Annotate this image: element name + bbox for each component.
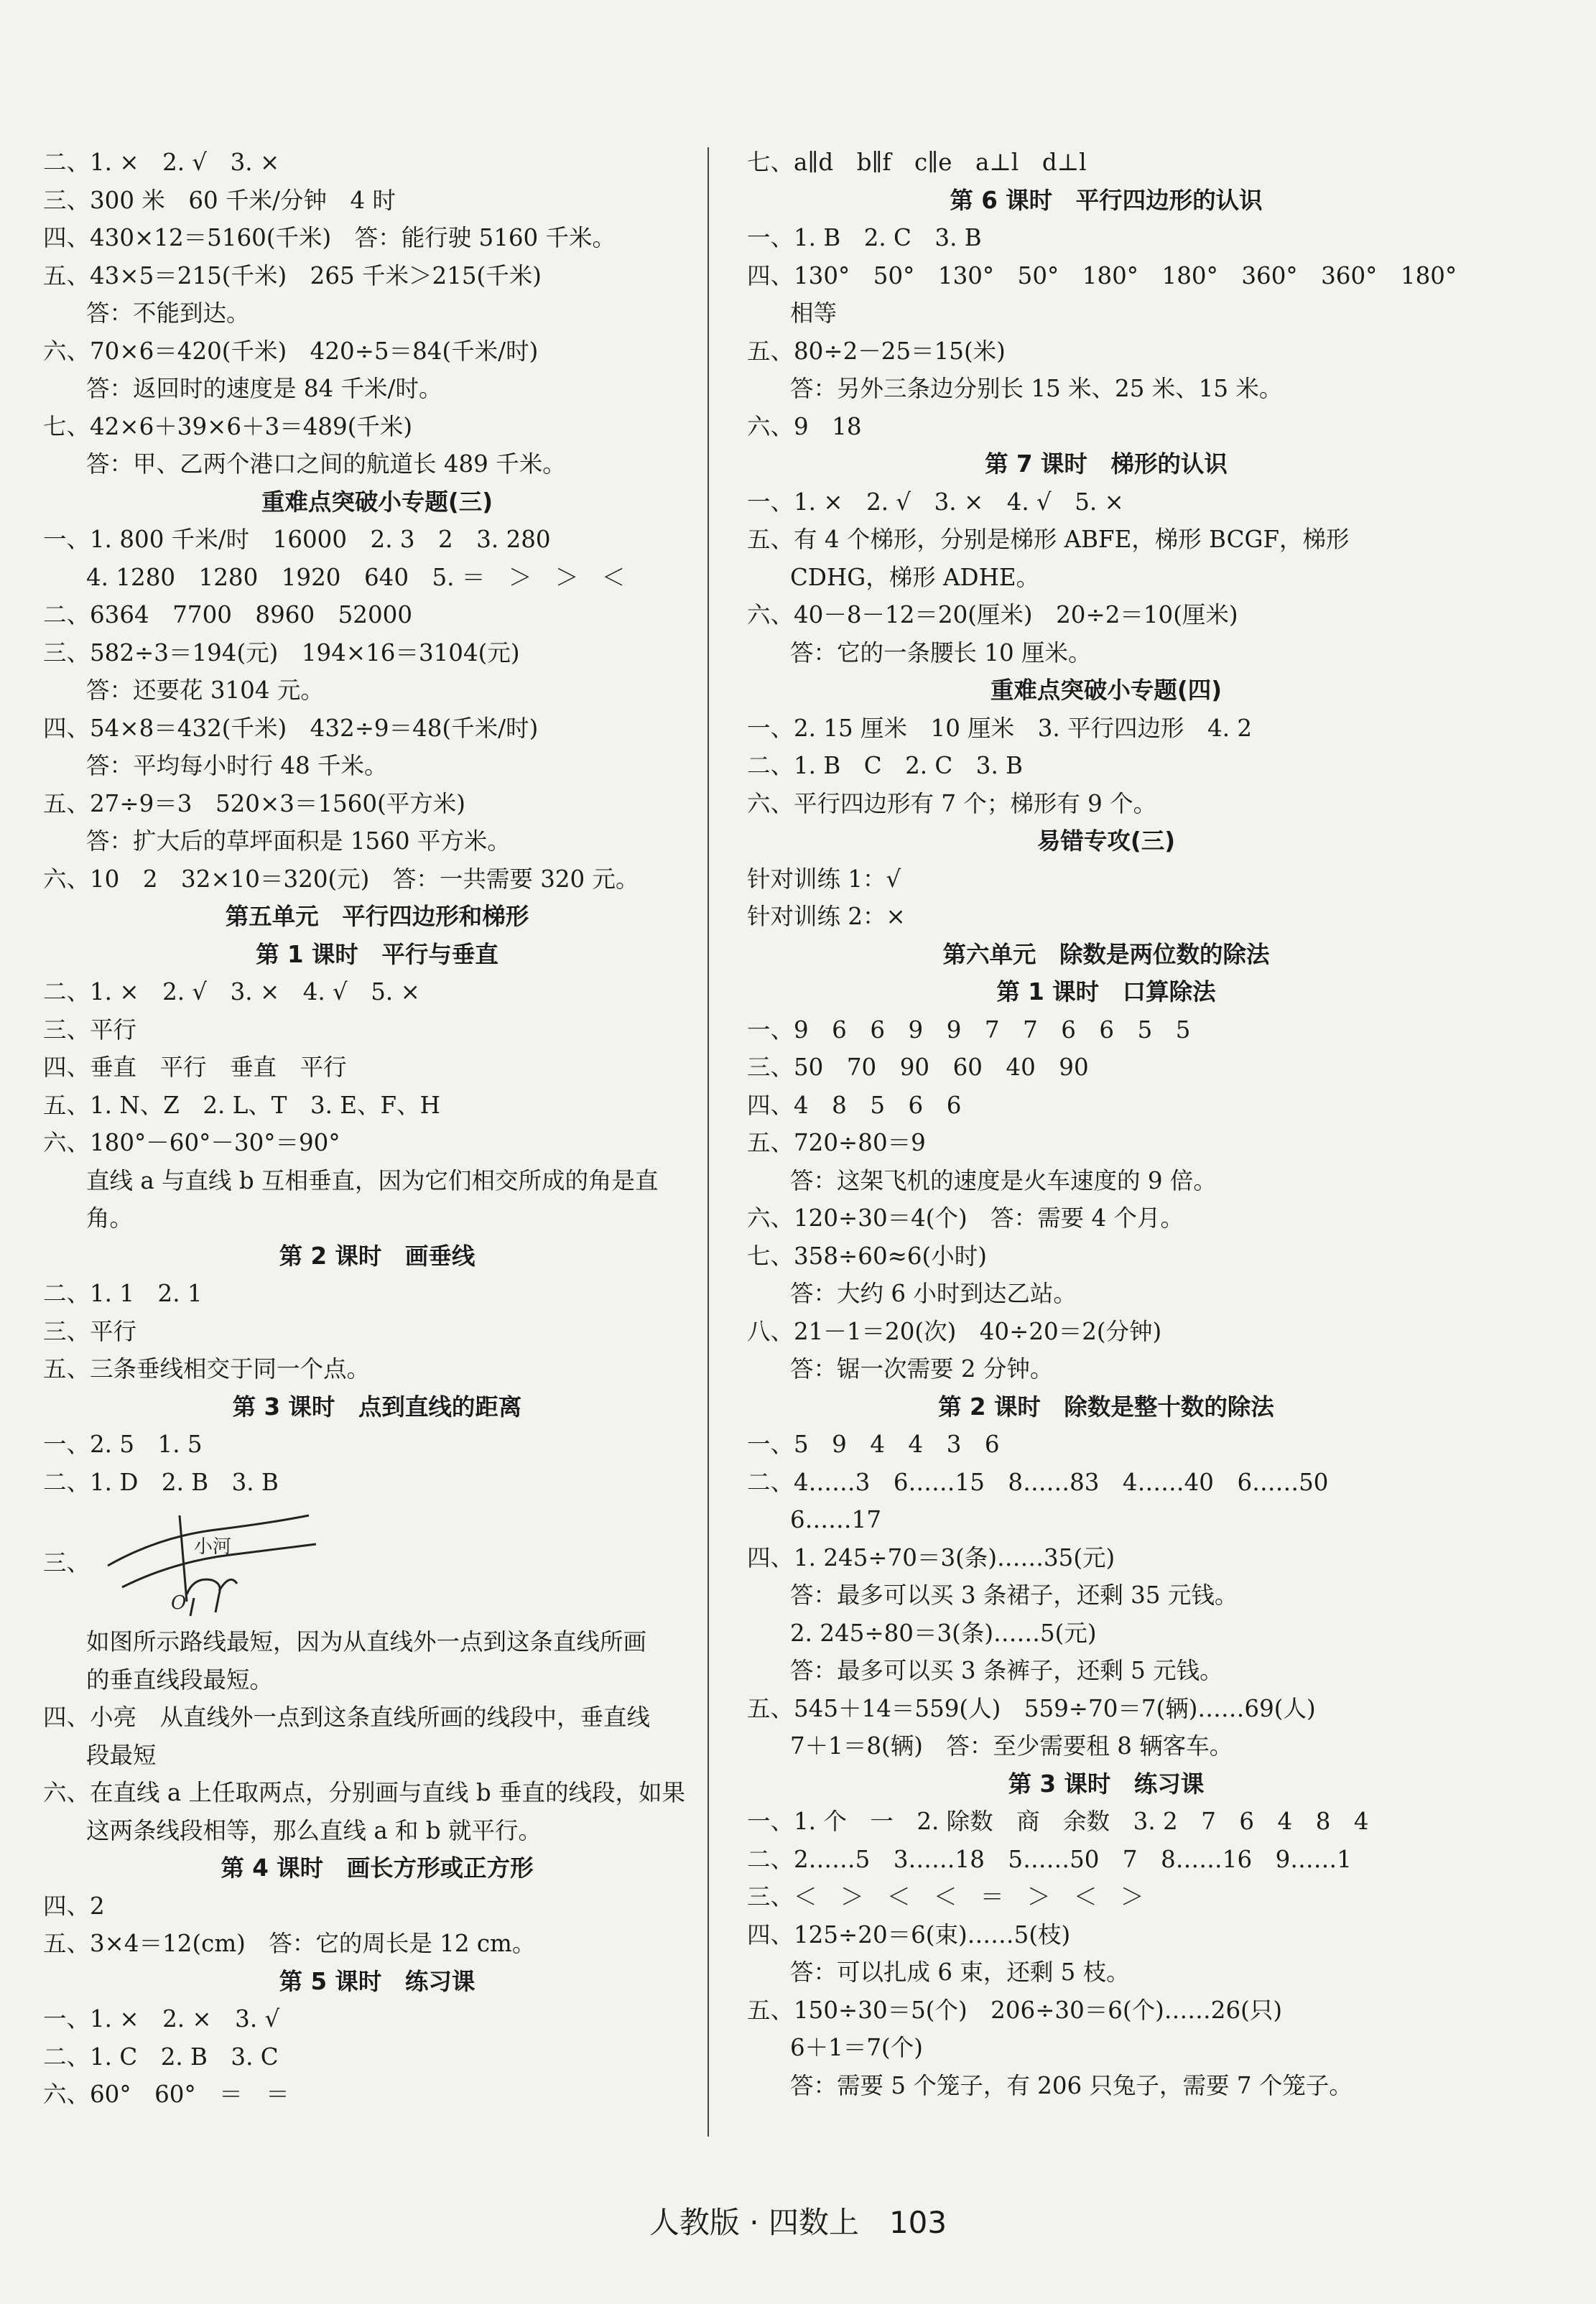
answer-line: 直线 a 与直线 b 互相垂直，因为它们相交所成的角是直 — [86, 1166, 659, 1194]
answer-line: 三、300 米 60 千米/分钟 4 时 — [43, 186, 396, 214]
answer-line: 答：锯一次需要 2 分钟。 — [790, 1355, 1054, 1383]
section-heading: 第 7 课时 梯形的认识 — [985, 450, 1228, 478]
answer-line: 四、4 8 5 6 6 — [747, 1091, 962, 1119]
answer-line: 四、2 — [43, 1892, 105, 1920]
answer-line: 答：它的一条腰长 10 厘米。 — [790, 638, 1092, 666]
answer-line: 相等 — [790, 299, 838, 327]
section-heading: 易错专攻(三) — [1036, 827, 1176, 855]
section-heading: 第 4 课时 画长方形或正方形 — [221, 1854, 534, 1882]
answer-line: 角。 — [86, 1204, 134, 1232]
answer-line: 五、3×4＝12(cm) 答：它的周长是 12 cm。 — [43, 1930, 536, 1957]
answer-line: 五、545＋14＝559(人) 559÷70＝7(辆)……69(人) — [747, 1694, 1316, 1722]
answer-line: 三、582÷3＝194(元) 194×16＝3104(元) — [43, 638, 520, 666]
answer-line: 五、三条垂线相交于同一个点。 — [43, 1355, 371, 1383]
section-heading: 重难点突破小专题(三) — [261, 488, 493, 516]
answer-line: 6……17 — [790, 1506, 882, 1533]
answer-line: 四、54×8＝432(千米) 432÷9＝48(千米/时) — [43, 714, 539, 742]
answer-line: 六、在直线 a 上任取两点，分别画与直线 b 垂直的线段，如果 — [43, 1779, 686, 1806]
section-heading: 第 1 课时 平行与垂直 — [256, 940, 498, 968]
answer-line: 答：甲、乙两个港口之间的航道长 489 千米。 — [86, 450, 566, 478]
answer-line: 五、有 4 个梯形，分别是梯形 ABFE，梯形 BCGF，梯形 — [747, 526, 1350, 553]
answer-line: 二、1. × 2. √ 3. × 4. √ 5. × — [43, 978, 420, 1005]
svg-text:O: O — [171, 1592, 187, 1614]
section-heading: 第 2 课时 除数是整十数的除法 — [938, 1393, 1274, 1421]
answer-line: 二、2……5 3……18 5……50 7 8……16 9……1 — [747, 1845, 1352, 1873]
answer-line: 四、125÷20＝6(束)……5(枝) — [747, 1920, 1071, 1948]
answer-line: 如图所示路线最短，因为从直线外一点到这条直线所画 — [86, 1628, 647, 1655]
answer-line: 七、a∥d b∥f c∥e a⊥l d⊥l — [747, 149, 1087, 176]
answer-line: CDHG，梯形 ADHE。 — [790, 563, 1040, 591]
answer-line: 四、小亮 从直线外一点到这条直线所画的线段中，垂直线 — [43, 1704, 651, 1731]
answer-line: 三、平行 — [43, 1016, 137, 1044]
answer-line: 一、5 9 4 4 3 6 — [747, 1431, 1000, 1458]
answer-line: 二、1. B C 2. C 3. B — [747, 752, 1024, 779]
answer-line: 答：平均每小时行 48 千米。 — [86, 752, 388, 779]
answer-line: 答：不能到达。 — [86, 299, 250, 327]
svg-text:小河: 小河 — [194, 1536, 232, 1558]
section-heading: 第 3 课时 点到直线的距离 — [232, 1393, 522, 1421]
answer-line: 四、430×12＝5160(千米) 答：能行驶 5160 千米。 — [43, 224, 616, 251]
answer-line: 答：返回时的速度是 84 千米/时。 — [86, 375, 442, 402]
answer-line: 五、27÷9＝3 520×3＝1560(平方米) — [43, 789, 465, 817]
answer-line: 2. 245÷80＝3(条)……5(元) — [790, 1619, 1097, 1647]
answer-line: 五、43×5＝215(千米) 265 千米＞215(千米) — [43, 261, 542, 289]
answer-line: 一、9 6 6 9 9 7 7 6 6 5 5 — [747, 1016, 1191, 1044]
answer-line: 四、垂直 平行 垂直 平行 — [43, 1054, 347, 1081]
answer-line: 答：大约 6 小时到达乙站。 — [790, 1280, 1077, 1307]
answer-line: 五、150÷30＝5(个) 206÷30＝6(个)……26(只) — [747, 1996, 1283, 2024]
answer-line: 八、21－1＝20(次) 40÷20＝2(分钟) — [747, 1317, 1162, 1345]
answer-line: 答：另外三条边分别长 15 米、25 米、15 米。 — [790, 375, 1283, 402]
answer-line: 一、1. × 2. × 3. √ — [43, 2005, 280, 2033]
answer-line: 七、358÷60≈6(小时) — [747, 1242, 987, 1270]
river-path-diagram — [93, 1501, 323, 1623]
answer-line: 4. 1280 1280 1920 640 5. ＝ ＞ ＞ ＜ — [86, 563, 626, 591]
answer-line: 段最短 — [86, 1741, 157, 1769]
answer-line: 六、60° 60° ＝ ＝ — [43, 2081, 289, 2108]
section-heading: 第 5 课时 练习课 — [279, 1967, 475, 1995]
answer-line: 五、720÷80＝9 — [747, 1129, 926, 1156]
answer-line: 这两条线段相等，那么直线 a 和 b 就平行。 — [86, 1816, 542, 1844]
answer-figure — [43, 1501, 711, 1623]
section-heading: 第五单元 平行四边形和梯形 — [225, 903, 529, 930]
section-heading: 重难点突破小专题(四) — [990, 677, 1222, 704]
answer-line: 一、1. × 2. √ 3. × 4. √ 5. × — [747, 488, 1124, 516]
answer-line: 答：这架飞机的速度是火车速度的 9 倍。 — [790, 1166, 1217, 1194]
answer-line: 答：需要 5 个笼子，有 206 只兔子，需要 7 个笼子。 — [790, 2071, 1353, 2099]
left-column — [43, 144, 711, 2114]
answer-line: 一、1. B 2. C 3. B — [747, 224, 982, 251]
answer-line: 五、80÷2－25＝15(米) — [747, 337, 1006, 365]
answer-line: 六、180°－60°－30°＝90° — [43, 1129, 340, 1156]
answer-line: 三、平行 — [43, 1317, 137, 1345]
answer-line: 五、1. N、Z 2. L、T 3. E、F、H — [43, 1091, 440, 1119]
answer-line: 二、1. 1 2. 1 — [43, 1280, 203, 1307]
page-footer: 人教版 · 四数上 103 — [649, 2205, 947, 2240]
answer-line: 答：最多可以买 3 条裤子，还剩 5 元钱。 — [790, 1657, 1223, 1684]
answer-line: 的垂直线段最短。 — [86, 1666, 274, 1694]
answer-line: 六、9 18 — [747, 412, 862, 440]
answer-line: 六、120÷30＝4(个) 答：需要 4 个月。 — [747, 1204, 1184, 1232]
answer-line: 四、130° 50° 130° 50° 180° 180° 360° 360° 180° — [747, 261, 1457, 289]
answer-line: 一、2. 5 1. 5 — [43, 1431, 203, 1458]
answer-line: 7＋1＝8(辆) 答：至少需要租 8 辆客车。 — [790, 1732, 1233, 1760]
section-heading: 第 6 课时 平行四边形的认识 — [950, 186, 1263, 214]
section-heading: 第六单元 除数是两位数的除法 — [942, 940, 1270, 968]
answer-line: 答：扩大后的草坪面积是 1560 平方米。 — [86, 827, 511, 855]
answer-line: 二、6364 7700 8960 52000 — [43, 601, 413, 628]
answer-line: 一、1. 800 千米/时 16000 2. 3 2 3. 280 — [43, 526, 551, 553]
answer-line: 二、1. × 2. √ 3. × — [43, 149, 280, 176]
answer-line: 针对训练 2：× — [747, 903, 906, 930]
section-heading: 第 3 课时 练习课 — [1008, 1770, 1205, 1798]
answer-line: 四、1. 245÷70＝3(条)……35(元) — [747, 1543, 1115, 1571]
answer-line: 七、42×6＋39×6＋3＝489(千米) — [43, 412, 413, 440]
answer-line: 六、70×6＝420(千米) 420÷5＝84(千米/时) — [43, 337, 539, 365]
answer-line: 三、50 70 90 60 40 90 — [747, 1054, 1089, 1081]
answer-line: 六、平行四边形有 7 个；梯形有 9 个。 — [747, 789, 1157, 817]
answer-line: 二、1. D 2. B 3. B — [43, 1468, 279, 1496]
answer-line: 6＋1＝7(个) — [790, 2034, 923, 2061]
answer-line: 一、2. 15 厘米 10 厘米 3. 平行四边形 4. 2 — [747, 714, 1253, 742]
answer-line: 二、4……3 6……15 8……83 4……40 6……50 — [747, 1468, 1329, 1496]
answer-line: 一、1. 个 一 2. 除数 商 余数 3. 2 7 6 4 8 4 — [747, 1808, 1369, 1835]
right-column — [747, 144, 1465, 2104]
answer-line: 六、10 2 32×10＝320(元) 答：一共需要 320 元。 — [43, 865, 639, 893]
answer-line: 答：可以扎成 6 束，还剩 5 枝。 — [790, 1959, 1130, 1986]
section-heading: 第 2 课时 画垂线 — [279, 1242, 475, 1270]
answer-line: 答：最多可以买 3 条裙子，还剩 35 元钱。 — [790, 1581, 1238, 1609]
answer-line: 答：还要花 3104 元。 — [86, 677, 324, 704]
answer-line: 六、40－8－12＝20(厘米) 20÷2＝10(厘米) — [747, 601, 1238, 628]
answer-line: 二、1. C 2. B 3. C — [43, 2043, 279, 2071]
answer-line: 针对训练 1：√ — [747, 865, 901, 893]
section-heading: 第 1 课时 口算除法 — [996, 978, 1216, 1005]
answer-line: 三、＜ ＞ ＜ ＜ ＝ ＞ ＜ ＞ — [747, 1883, 1144, 1910]
answer-line-text: 三、 — [43, 1549, 91, 1576]
